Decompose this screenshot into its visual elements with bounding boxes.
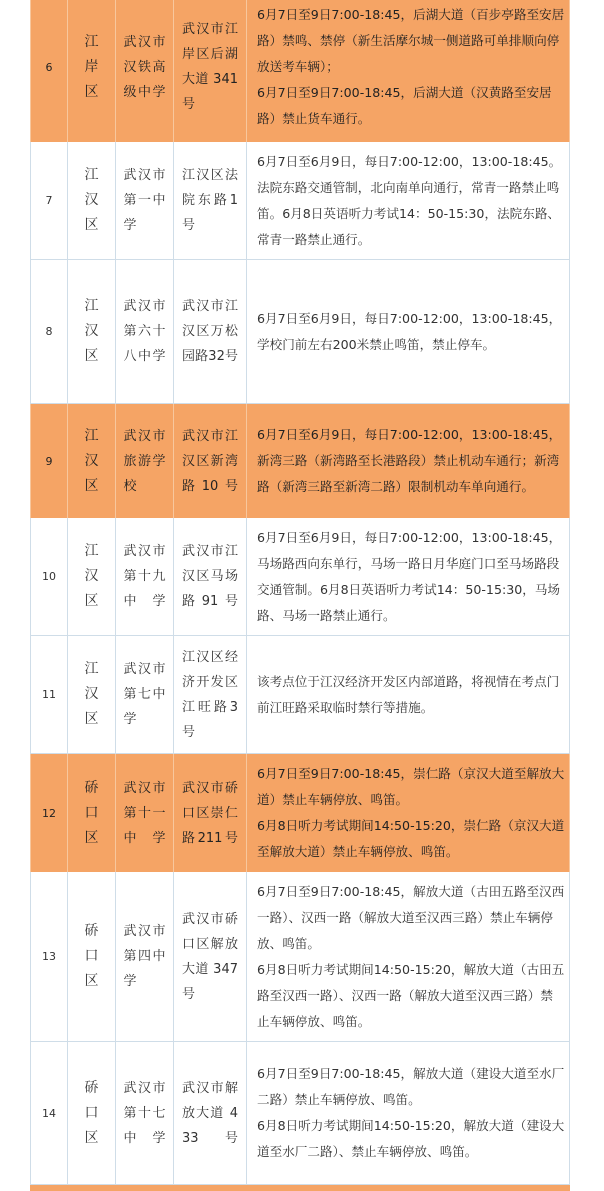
school-name: 武汉市第四中学 — [123, 924, 166, 989]
school-address: 武汉市江岸区后湖大道 341号 — [182, 22, 238, 112]
school-name: 武汉市第十七中学 — [123, 1080, 166, 1146]
district: 硚口区 — [84, 779, 99, 846]
school-name: 武汉市第十九中学 — [123, 544, 166, 609]
table-row — [30, 754, 570, 872]
traffic-note: 6月7日至6月9日，每日7:00-12:00，13:00-18:45。法院东路交通管制，北向南单向通行，常青一路禁止鸣笛。6月8日英语听力考试14：50-15:30，法院东路、常青一路禁止通行。 — [257, 153, 562, 247]
district: 江岸区 — [84, 33, 99, 100]
traffic-note: 6月7日至9日7:00-18:45，解放大道（古田五路至汉西一路）、汉西一路（解放大道至汉西三路）禁止车辆停放、鸣笛。 6月8日听力考试期间14:50-15:20，解放大道（古田五路至汉西一路）、汉西一路（解放大道至汉西三路）禁止车辆停放、鸣笛。 — [257, 883, 565, 1029]
school-name: 武汉市第七中学 — [123, 662, 166, 727]
school-address: 江汉区经济开发区江旺路3号 — [182, 649, 238, 740]
traffic-note: 6月7日至6月9日，每日7:00-12:00，13:00-18:45，学校门前左右200米禁止鸣笛，禁止停车。 — [257, 310, 562, 352]
district: 江汉区 — [84, 661, 99, 727]
row-number: 12 — [30, 754, 68, 872]
traffic-note: 6月7日至9日7:00-18:45，崇仁路（京汉大道至解放大道）禁止车辆停放、鸣笛。 6月8日听力考试期间14:50-15:20，崇仁路（京汉大道至解放大道）禁止车辆停放、鸣笛。 — [257, 766, 565, 859]
school-address: 武汉市江汉区万松园路32号 — [182, 299, 238, 364]
school-name: 武汉市第一中学 — [123, 168, 166, 233]
traffic-note: 6月7日至6月9日，每日7:00-12:00，13:00-18:45，马场路西向东单行，马场一路日月华庭门口至马场路段交通管制。6月8日英语听力考试14：50-15:30，马场路、马场一路禁止通行。 — [257, 529, 562, 623]
district: 江汉区 — [84, 167, 99, 233]
traffic-note: 6月7日至6月9日，每日7:00-12:00，13:00-18:45，新湾三路（新湾路至长港路段）禁止机动车通行；新湾路（新湾三路至新湾二路）限制机动车单向通行。 — [257, 427, 562, 494]
school-name: 武汉市第六十八中学 — [123, 299, 166, 364]
school-address: 武汉市解放大道 433号 — [182, 1080, 238, 1146]
table-row — [30, 260, 570, 404]
row-number: 8 — [30, 260, 68, 404]
row-number: 7 — [30, 142, 68, 260]
school-address: 江汉区法院东路1号 — [182, 168, 238, 233]
row-number: 14 — [30, 1042, 68, 1185]
district: 江汉区 — [84, 298, 99, 364]
row-number: 11 — [30, 636, 68, 754]
school-address: 武汉市江汉区新湾路10号 — [182, 428, 238, 494]
row-number: 13 — [30, 872, 68, 1042]
school-address: 武汉市硚口区解放大道 347号 — [182, 911, 238, 1002]
table-row — [30, 636, 570, 754]
table-row — [30, 142, 570, 260]
table-row — [30, 518, 570, 636]
table-row — [30, 1042, 570, 1185]
school-name: 武汉市旅游学校 — [123, 428, 166, 494]
school-name: 武汉市汉铁高级中学 — [123, 34, 166, 100]
district: 江汉区 — [84, 427, 99, 494]
row-number: 10 — [30, 518, 68, 636]
row-number: 6 — [30, 0, 68, 142]
school-address: 武汉市江汉区马场路91号 — [182, 544, 238, 609]
row-number: 9 — [30, 404, 68, 518]
school-name: 武汉市第十一中学 — [123, 780, 166, 846]
district: 硚口区 — [84, 1079, 99, 1146]
traffic-note: 该考点位于江汉经济开发区内部道路，将视情在考点门前江旺路采取临时禁行等措施。 — [257, 673, 560, 715]
table-bottom-border — [30, 1185, 570, 1191]
table-row — [30, 872, 570, 1042]
table-row — [30, 0, 570, 142]
table-row — [30, 404, 570, 518]
traffic-note: 6月7日至9日7:00-18:45，后湖大道（百步亭路至安居路）禁鸣、禁停（新生活摩尔城一侧道路可单排顺向停放送考车辆）； 6月7日至9日7:00-18:45，后湖大道（汉黄路至安居路）禁止货车通行。 — [257, 7, 565, 126]
district: 江汉区 — [84, 543, 99, 609]
district: 硚口区 — [84, 923, 99, 989]
school-address: 武汉市硚口区崇仁路211号 — [182, 780, 238, 846]
traffic-note: 6月7日至9日7:00-18:45，解放大道（建设大道至水厂二路）禁止车辆停放、鸣笛。 6月8日听力考试期间14:50-15:20，解放大道（建设大道至水厂二路）、禁止车辆停放、鸣笛。 — [257, 1066, 565, 1159]
